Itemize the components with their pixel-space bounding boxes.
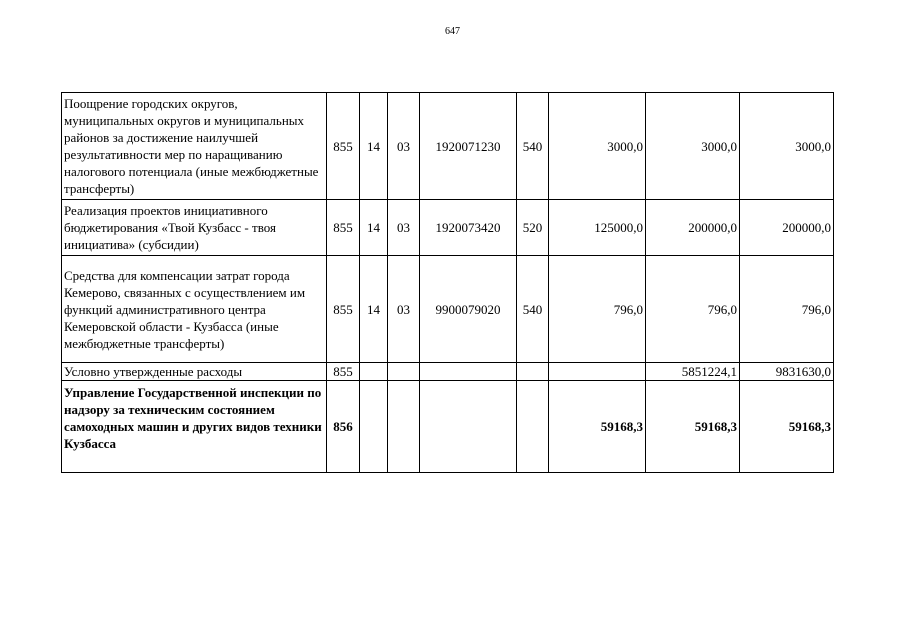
ministry-code: 855	[327, 200, 360, 256]
target-article: 1920073420	[420, 200, 517, 256]
sum-year-1: 796,0	[549, 256, 646, 363]
budget-table	[61, 92, 834, 473]
sum-year-1	[549, 363, 646, 381]
table-row	[62, 200, 834, 256]
table-row	[62, 93, 834, 200]
expense-type: 540	[517, 256, 549, 363]
expense-type: 540	[517, 93, 549, 200]
target-article: 1920071230	[420, 93, 517, 200]
expense-type	[517, 363, 549, 381]
ministry-code: 855	[327, 363, 360, 381]
section-code: 14	[360, 256, 388, 363]
row-name: Поощрение городских округов, муниципальных округов и муниципальных районов за достижение наилучшей результативности мер по наращиванию налогового потенциала (иные межбюджетные трансферты)	[62, 93, 327, 200]
sum-year-2: 5851224,1	[646, 363, 740, 381]
expense-type: 520	[517, 200, 549, 256]
ministry-code: 856	[327, 381, 360, 473]
target-article	[420, 381, 517, 473]
section-code: 14	[360, 200, 388, 256]
sum-year-2: 200000,0	[646, 200, 740, 256]
target-article: 9900079020	[420, 256, 517, 363]
row-name: Реализация проектов инициативного бюджетирования «Твой Кузбасс - твоя инициатива» (субсидии)	[62, 200, 327, 256]
sum-year-2: 796,0	[646, 256, 740, 363]
sum-year-2: 59168,3	[646, 381, 740, 473]
sum-year-3: 3000,0	[740, 93, 834, 200]
table-row	[62, 256, 834, 363]
sum-year-1: 125000,0	[549, 200, 646, 256]
table-row	[62, 363, 834, 381]
row-name: Условно утвержденные расходы	[62, 363, 327, 381]
sum-year-3: 59168,3	[740, 381, 834, 473]
section-code: 14	[360, 93, 388, 200]
section-code	[360, 363, 388, 381]
sum-year-2: 3000,0	[646, 93, 740, 200]
sum-year-3: 9831630,0	[740, 363, 834, 381]
subsection-code	[388, 363, 420, 381]
subsection-code: 03	[388, 256, 420, 363]
row-name: Управление Государственной инспекции по надзору за техническим состоянием самоходных машин и других видов техники Кузбасса	[62, 381, 327, 473]
page-number: 647	[445, 26, 460, 37]
subsection-code: 03	[388, 200, 420, 256]
sum-year-3: 200000,0	[740, 200, 834, 256]
sum-year-1: 59168,3	[549, 381, 646, 473]
sum-year-3: 796,0	[740, 256, 834, 363]
table-row	[62, 381, 834, 473]
expense-type	[517, 381, 549, 473]
ministry-code: 855	[327, 93, 360, 200]
subsection-code: 03	[388, 93, 420, 200]
target-article	[420, 363, 517, 381]
subsection-code	[388, 381, 420, 473]
sum-year-1: 3000,0	[549, 93, 646, 200]
ministry-code: 855	[327, 256, 360, 363]
row-name: Средства для компенсации затрат города Кемерово, связанных с осуществлением им функций административного центра Кемеровской области - Кузбасса (иные межбюджетные трансферты)	[62, 256, 327, 363]
section-code	[360, 381, 388, 473]
